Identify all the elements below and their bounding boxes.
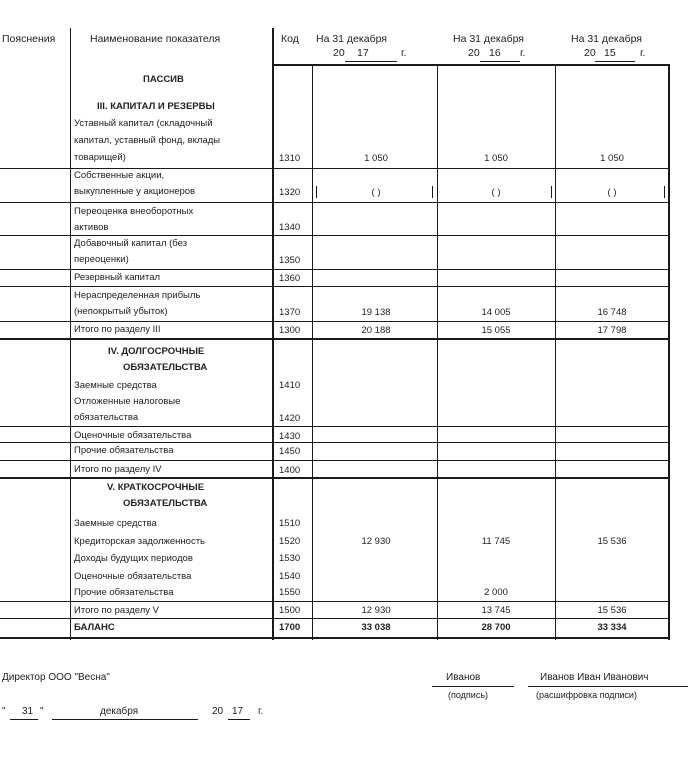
header-period3-prefix: 20 [584,47,596,59]
header-period2-prefix: 20 [468,47,480,59]
section-passive-heading: ПАССИВ [143,74,184,85]
code-1420: 1420 [279,413,301,424]
header-period3-year: 15 [604,47,616,59]
grid-line [0,601,670,602]
section-5-heading-line1: V. КРАТКОСРОЧНЫЕ [107,482,205,493]
grid-line [0,168,670,169]
signature-value: Иванов [446,672,481,683]
section-5-heading-line2: ОБЯЗАТЕЛЬСТВА [123,498,208,509]
value-1500-p2: 13 745 [481,605,511,616]
grid-line [272,28,274,640]
section-3-heading: III. КАПИТАЛ И РЕЗЕРВЫ [97,101,215,112]
row-1370-label-line2: (непокрытый убыток) [74,306,168,317]
code-1700: 1700 [279,622,301,633]
value-1700-p3: 33 334 [597,622,627,633]
row-1310-label-line1: Уставный капитал (складочный [74,118,213,129]
code-1430: 1430 [279,431,301,442]
name-caption: (расшифровка подписи) [536,690,637,700]
value-1310-p3: 1 050 [600,153,624,164]
code-1510: 1510 [279,518,301,529]
code-1500: 1500 [279,605,301,616]
grid-line [0,321,670,322]
row-1420-label-line1: Отложенные налоговые [74,396,181,407]
value-1300-p1: 20 188 [361,325,391,336]
code-1520: 1520 [279,536,301,547]
date-year-suffix: г. [258,706,264,717]
row-1320-label-line2: выкупленные у акционеров [74,186,196,197]
row-1340-label-line1: Переоценка внеоборотных [74,206,194,217]
date-day: 31 [22,706,34,717]
grid-line [0,477,670,479]
value-1300-p3: 17 798 [597,325,627,336]
header-indicator: Наименование показателя [90,33,221,45]
row-1370-label-line1: Нераспределенная прибыль [74,290,201,301]
header-period2-title: На 31 декабря [453,33,524,45]
grid-line [0,338,670,340]
value-1320-p2: ( ) [491,187,501,198]
row-1350-label-line1: Добавочный капитал (без [74,238,188,249]
code-1300: 1300 [279,325,301,336]
row-1450-label: Прочие обязательства [74,445,174,456]
code-1530: 1530 [279,553,301,564]
header-period1-prefix: 20 [333,47,345,59]
grid-line [668,64,670,640]
row-1510-label: Заемные средства [74,518,157,529]
grid-line [0,618,670,619]
header-period1-suffix: г. [401,47,407,59]
row-1420-label-line2: обязательства [74,412,139,423]
code-1450: 1450 [279,446,301,457]
header-code: Код [281,33,299,45]
date-year-prefix: 20 [212,706,224,717]
date-open-quote: " [2,706,6,717]
grid-line [0,426,670,427]
date-year: 17 [232,706,244,717]
code-1310: 1310 [279,153,301,164]
row-1550-label: Прочие обязательства [74,587,174,598]
row-1350-label-line2: переоценки) [74,254,129,265]
code-1400: 1400 [279,465,301,476]
grid-line [555,64,556,640]
header-period3-title: На 31 декабря [571,33,642,45]
grid-line [0,235,670,236]
grid-line [437,64,438,640]
signature-caption: (подпись) [448,690,489,700]
grid-line [272,64,670,66]
section-4-heading-line2: ОБЯЗАТЕЛЬСТВА [123,362,208,373]
header-period2-year: 16 [489,47,501,59]
row-1320-label-line1: Собственные акции, [74,170,165,181]
section-4-heading-line1: IV. ДОЛГОСРОЧНЫЕ [108,346,205,357]
grid-line [0,637,670,639]
row-1530-label: Доходы будущих периодов [74,553,193,564]
row-1310-label-line2: капитал, уставный фонд, вклады [74,135,221,146]
value-1370-p2: 14 005 [481,307,511,318]
name-line [528,686,688,687]
row-1410-label: Заемные средства [74,380,157,391]
code-1370: 1370 [279,307,301,318]
value-1370-p3: 16 748 [597,307,627,318]
row-1300-label: Итого по разделу III [74,324,161,335]
row-1310-label-line3: товарищей) [74,152,126,163]
row-1520-label: Кредиторская задолженность [74,536,206,547]
value-1320-p1: ( ) [371,187,381,198]
grid-line [0,442,670,443]
row-1540-label: Оценочные обязательства [74,571,192,582]
date-month: декабря [100,706,139,717]
grid-line [0,286,670,287]
value-1500-p1: 12 930 [361,605,391,616]
row-1500-label: Итого по разделу V [74,605,159,616]
value-1500-p3: 15 536 [597,605,627,616]
director-title: Директор ООО "Весна" [2,672,110,683]
code-1320: 1320 [279,187,301,198]
grid-line [0,202,670,203]
value-1320-p3: ( ) [607,187,617,198]
code-1360: 1360 [279,273,301,284]
value-1520-p3: 15 536 [597,536,627,547]
name-value: Иванов Иван Иванович [540,672,649,683]
signature-line [432,686,514,687]
header-period2-suffix: г. [520,47,526,59]
header-period1-title: На 31 декабря [316,33,387,45]
value-1310-p2: 1 050 [484,153,508,164]
row-1340-label-line2: активов [74,222,109,233]
header-period1-year: 17 [357,47,369,59]
value-1700-p2: 28 700 [481,622,511,633]
value-1700-p1: 33 038 [361,622,391,633]
code-1540: 1540 [279,571,301,582]
date-close-quote: " [40,706,44,717]
code-1550: 1550 [279,587,301,598]
row-1430-label: Оценочные обязательства [74,430,192,441]
value-1520-p1: 12 930 [361,536,391,547]
code-1340: 1340 [279,222,301,233]
row-1400-label: Итого по разделу IV [74,464,162,475]
code-1410: 1410 [279,380,301,391]
value-1520-p2: 11 745 [481,536,511,547]
row-1360-label: Резервный капитал [74,272,161,283]
header-period3-suffix: г. [640,47,646,59]
value-1300-p2: 15 055 [481,325,511,336]
row-1700-label: БАЛАНС [74,622,115,633]
value-1310-p1: 1 050 [364,153,388,164]
grid-line [312,64,313,640]
code-1350: 1350 [279,255,301,266]
value-1370-p1: 19 138 [361,307,391,318]
grid-line [0,269,670,270]
grid-line [0,460,670,461]
value-1550-p2: 2 000 [484,587,508,598]
grid-line [70,28,71,640]
header-explanations: Пояснения [2,33,56,45]
